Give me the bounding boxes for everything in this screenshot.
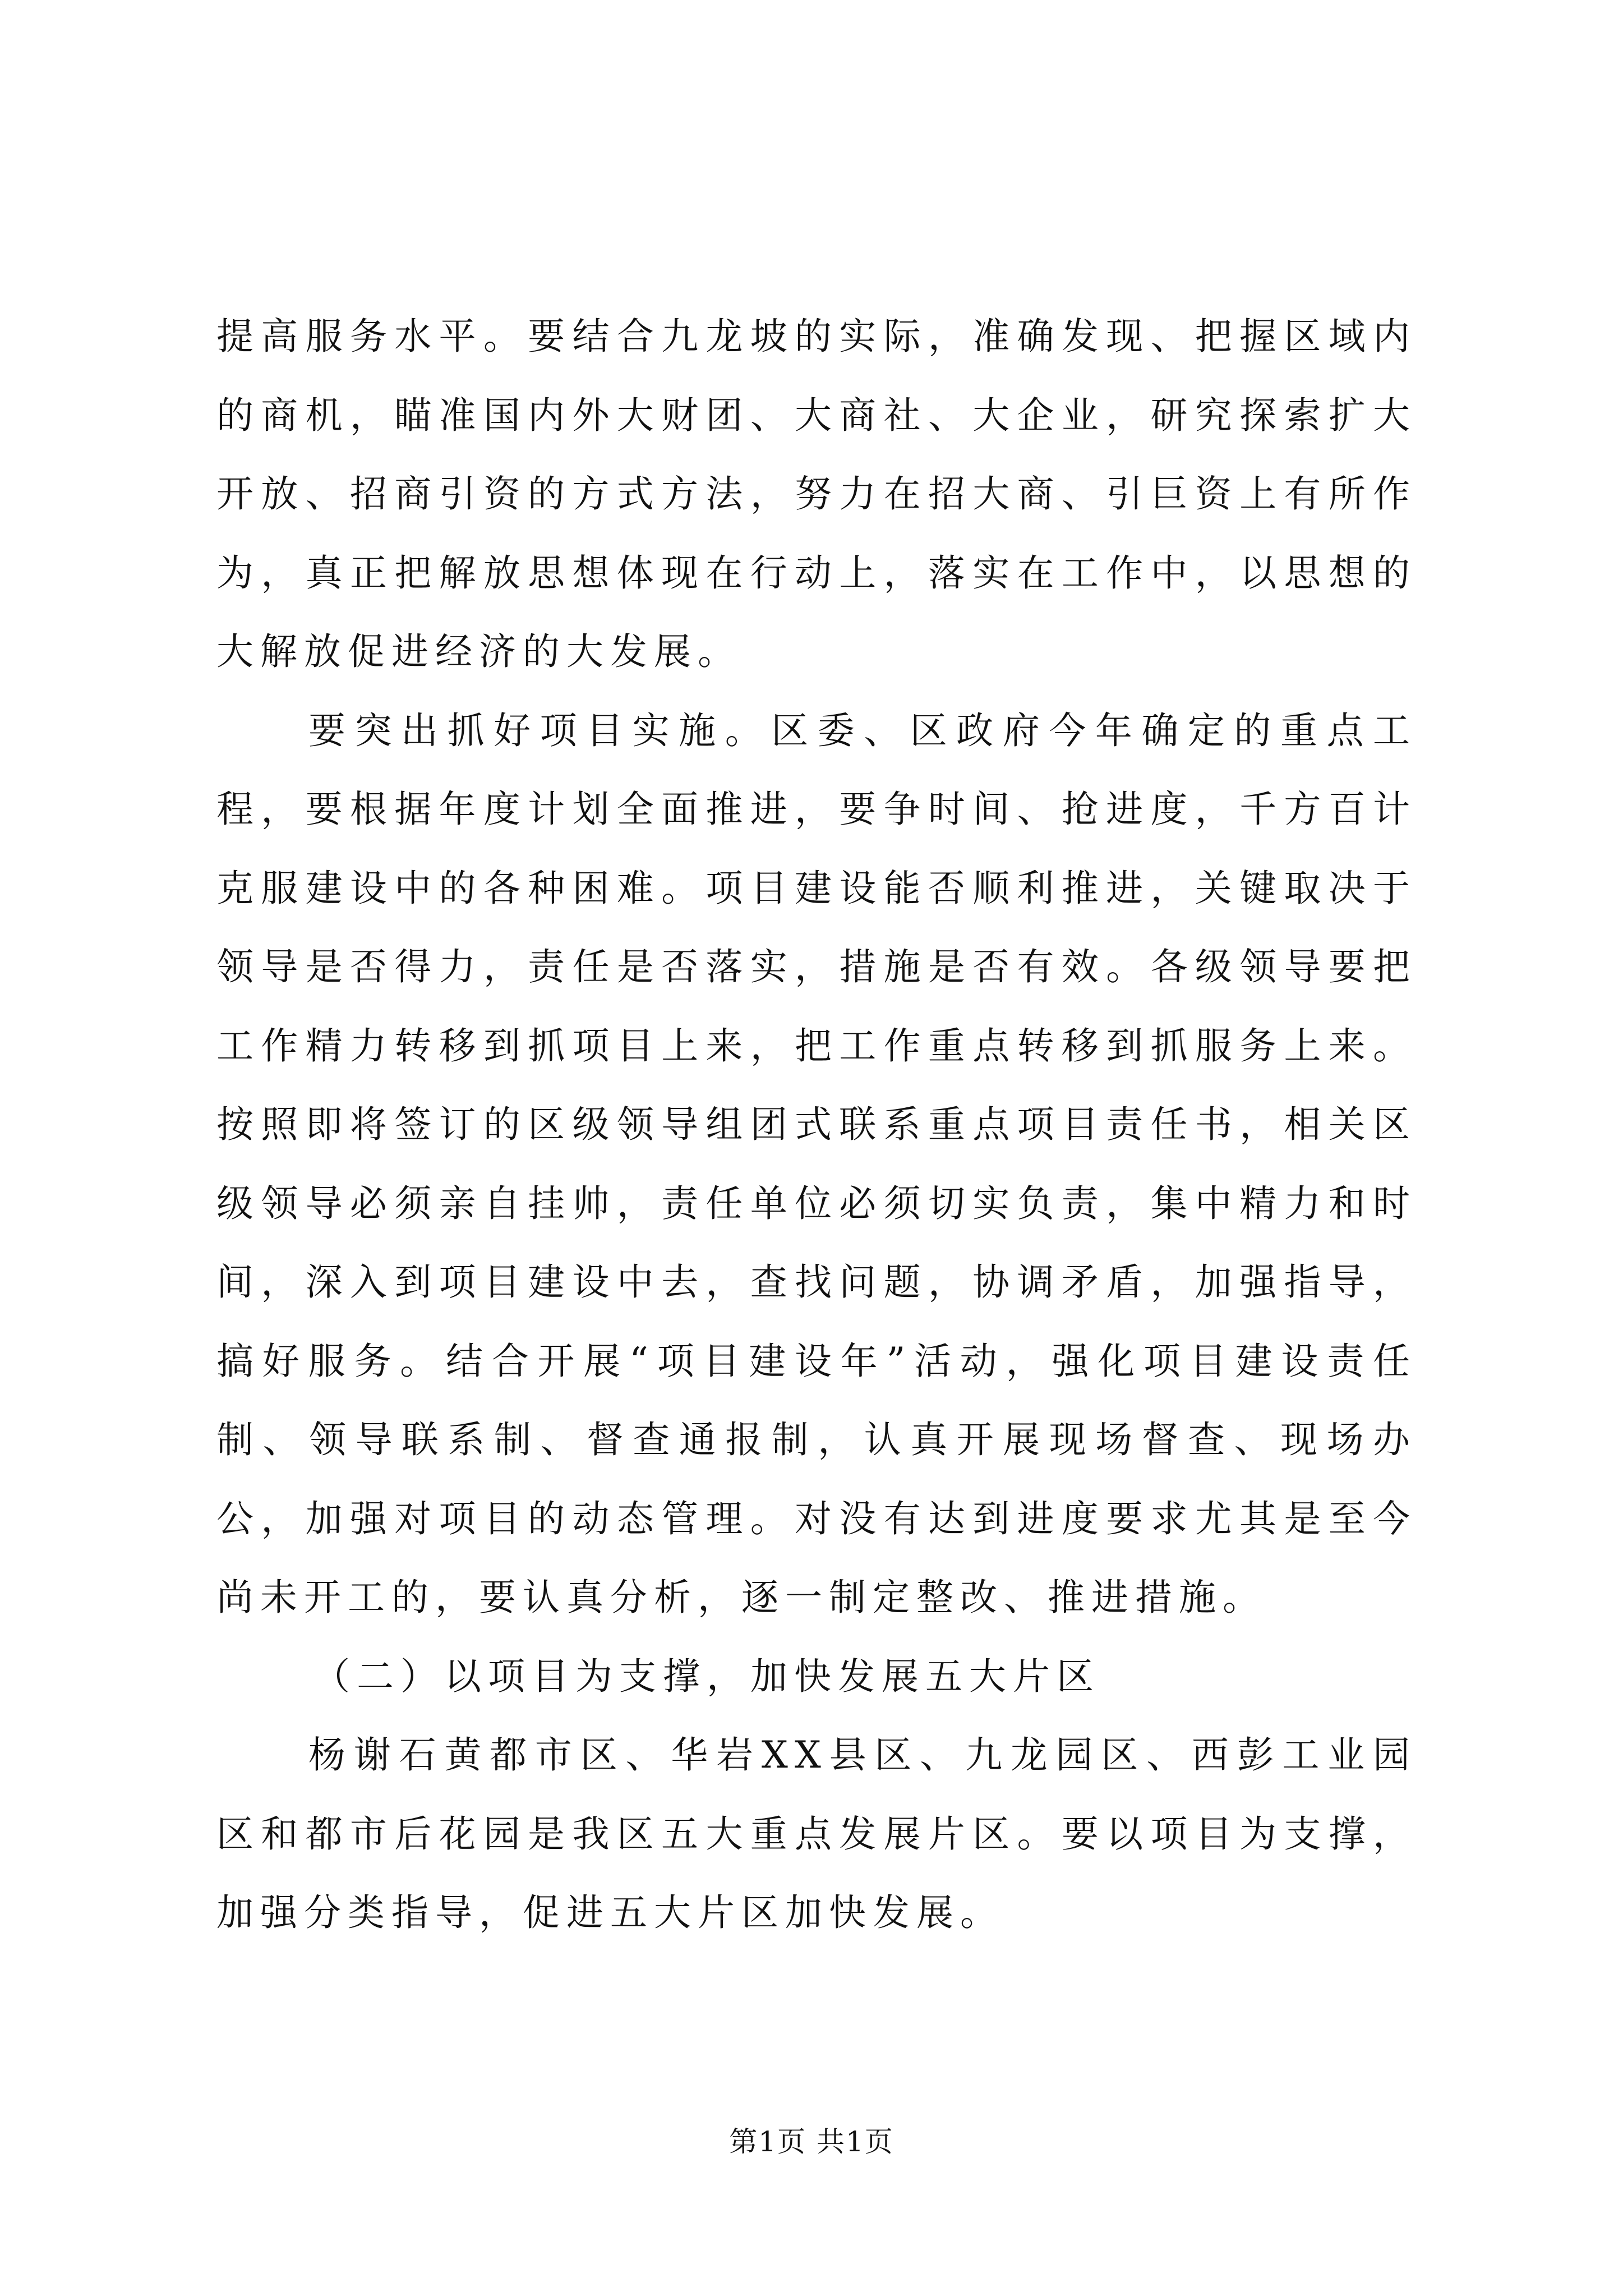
page-footer: 第1页 共1页 (729, 2125, 894, 2158)
section-heading: （二）以项目为支撑，加快发展五大片区 (313, 1654, 1100, 1698)
paragraph-project-implementation: 要突出抓好项目实施。区委、区政府今年确定的重点工程，要根据年度计划全面推进，要争时间、抢进度，千方百计克服建设中的各种困难。项目建设能否顺利推进，关键取决于领导是否得力，责任是否落实，措施是否有效。各级领导要把工作精力转移到抓项目上来，把工作重点转移到抓服务上来。按照即将签订的区级领导组团式联系重点项目责任书，相关区级领导必须亲自挂帅，责任单位必须切实负责，集中精力和时间，深入到项目建设中去，查找问题，协调矛盾，加强指导，搞好服务。结合开展“项目建设年”活动，强化项目建设责任制、领导联系制、督查通报制，认真开展现场督查、现场办公，加强对项目的动态管理。对没有达到进度要求尤其是至今尚未开工的，要认真分析，逐一制定整改、推进措施。 (216, 708, 1417, 1619)
paragraph-service-level: 提高服务水平。要结合九龙坡的实际，准确发现、把握区域内的商机，瞄准国内外大财团、大商社、大企业，研究探索扩大开放、招商引资的方式方法，努力在招大商、引巨资上有所作为，真正把解放思想体现在行动上，落实在工作中，以思想的大解放促进经济的大发展。 (216, 315, 1417, 673)
paragraph-five-districts: 杨谢石黄都市区、华岩XX县区、九龙园区、西彭工业园区和都市后花园是我区五大重点发展片区。要以项目为支撑，加强分类指导，促进五大片区加快发展。 (216, 1733, 1417, 1934)
document-body (216, 297, 1417, 1953)
